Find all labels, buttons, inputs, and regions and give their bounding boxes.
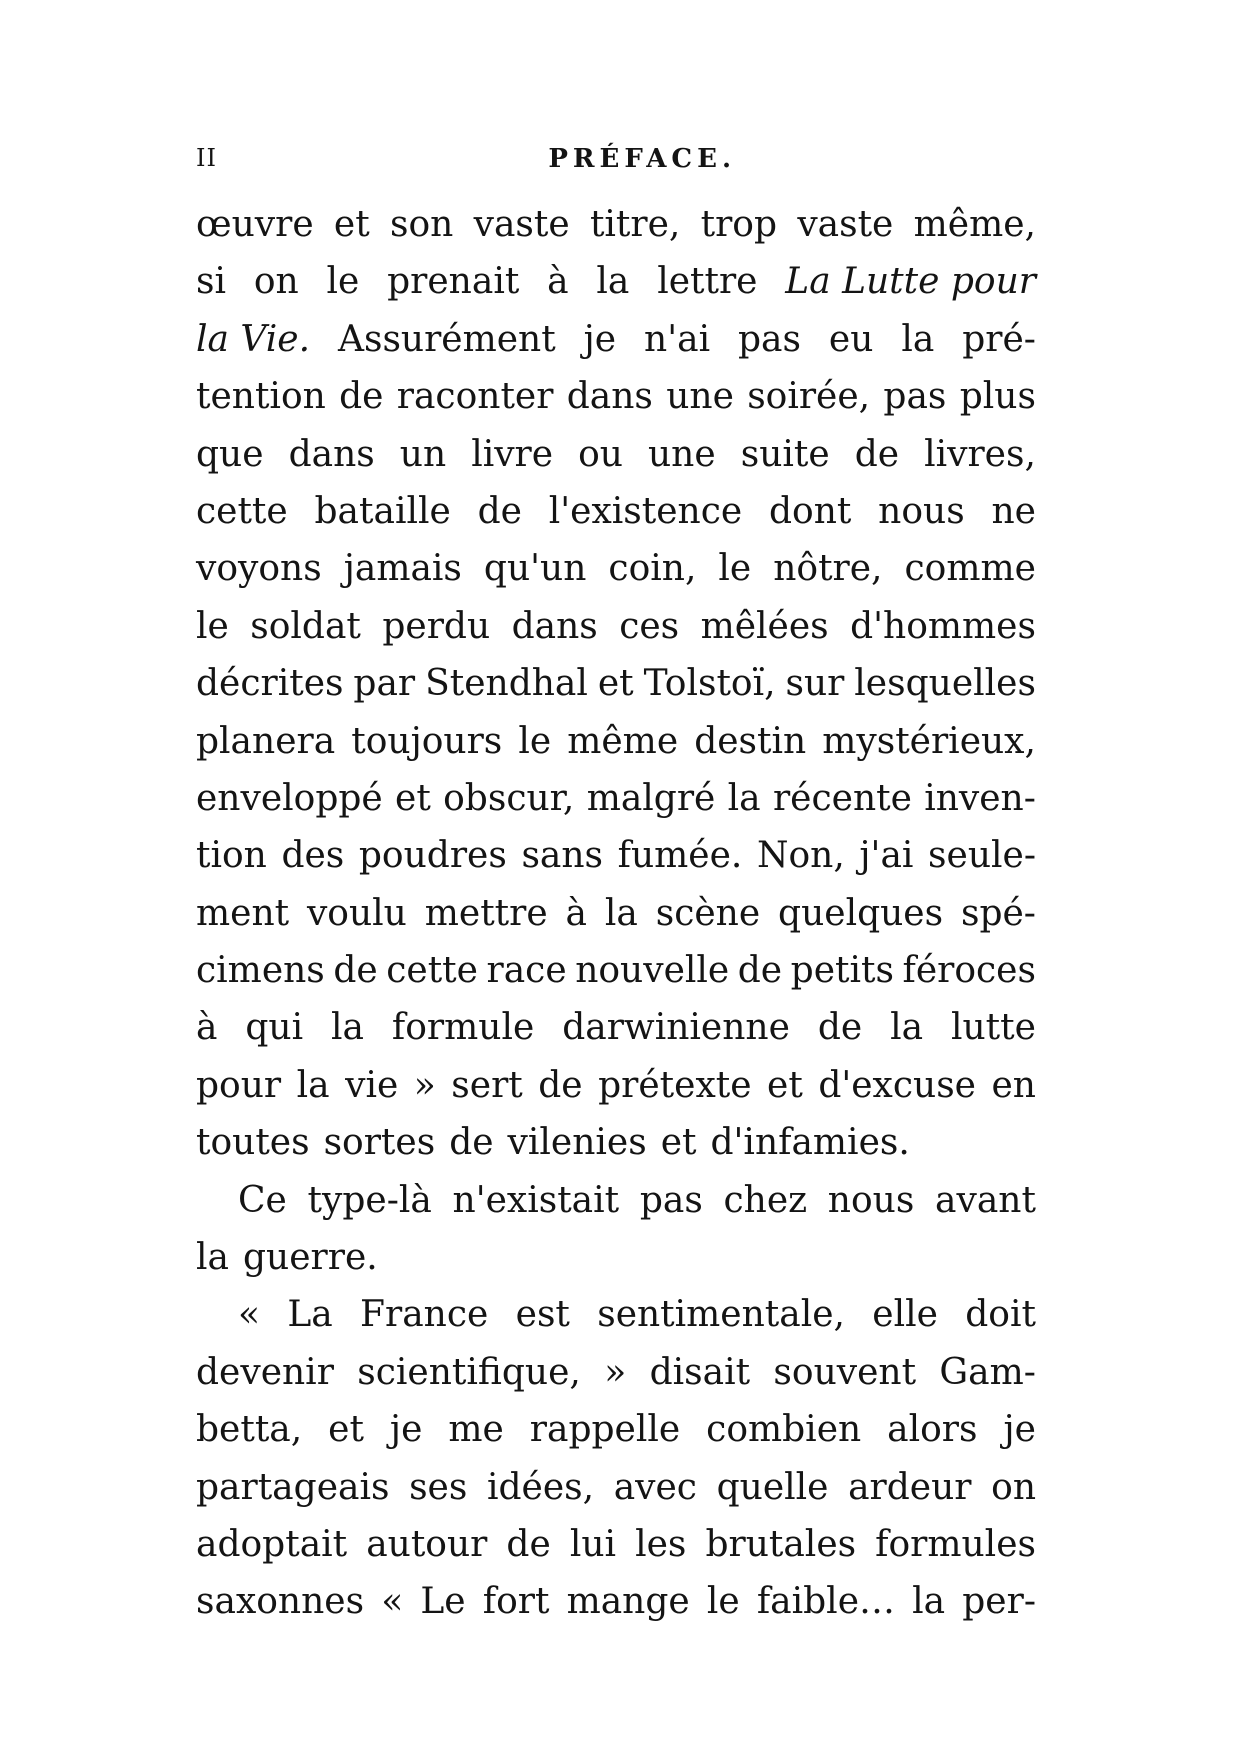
word: toujours xyxy=(351,720,503,762)
text-line xyxy=(196,426,1036,483)
word: La Lutte pour xyxy=(785,261,1036,303)
word: qu'un xyxy=(483,548,587,590)
word: de xyxy=(737,950,783,992)
text-line xyxy=(196,770,1036,827)
word: toutes xyxy=(196,1122,310,1164)
word: alors xyxy=(887,1409,978,1451)
word: coin, xyxy=(608,548,697,590)
word: de xyxy=(854,433,900,475)
word: partageais xyxy=(196,1466,390,1508)
word: me xyxy=(448,1409,504,1451)
word: soirée, xyxy=(747,376,871,418)
word: faible… xyxy=(756,1581,895,1623)
page-number: II xyxy=(196,144,217,172)
word: de xyxy=(538,1064,583,1106)
word: de xyxy=(477,490,522,532)
word: le xyxy=(706,1581,740,1623)
word: saxonnes xyxy=(196,1581,365,1623)
word: rappelle xyxy=(529,1409,681,1451)
word: quelques xyxy=(778,892,944,934)
word: » xyxy=(413,1064,436,1106)
text-line xyxy=(196,483,1036,540)
word: « xyxy=(238,1294,261,1336)
word: ces xyxy=(619,605,680,647)
word: même, xyxy=(913,204,1036,245)
word: pas xyxy=(738,318,801,360)
word: le xyxy=(196,605,229,647)
word: inven- xyxy=(924,777,1036,819)
word: betta, xyxy=(196,1409,303,1451)
word: les xyxy=(635,1523,687,1565)
word: petits xyxy=(790,950,894,992)
word: mange xyxy=(566,1581,690,1623)
word: Tolstoï, xyxy=(643,663,776,705)
word: d'hommes xyxy=(850,605,1036,647)
text-line xyxy=(196,368,1036,425)
word: la xyxy=(596,261,630,303)
word: décrites xyxy=(196,663,344,705)
text-line xyxy=(196,999,1036,1056)
word: mêlées xyxy=(700,605,829,647)
word: des xyxy=(281,835,345,877)
word: j'ai xyxy=(859,835,914,877)
word: Non, xyxy=(756,835,845,877)
word: trop xyxy=(700,204,778,245)
word: une xyxy=(648,433,716,475)
word: Le xyxy=(420,1581,466,1623)
text-line xyxy=(196,885,1036,942)
text-line xyxy=(196,1057,1036,1114)
word: une xyxy=(666,376,734,418)
word: lesquelles xyxy=(854,663,1036,705)
word: devenir xyxy=(196,1351,334,1393)
word: race xyxy=(486,950,567,992)
word: idées, xyxy=(486,1466,595,1508)
word: de xyxy=(817,1007,863,1049)
word: « xyxy=(381,1581,404,1623)
word: n'existait xyxy=(452,1179,620,1221)
word: pré- xyxy=(962,318,1036,360)
word: n'ai xyxy=(644,318,711,360)
word: dans xyxy=(511,605,598,647)
word: et xyxy=(328,1409,364,1451)
word: le xyxy=(326,261,360,303)
word: spé- xyxy=(960,892,1036,934)
text-line xyxy=(196,1114,1036,1171)
word: guerre. xyxy=(242,1237,378,1279)
word: comme xyxy=(904,548,1036,590)
word: je xyxy=(583,318,617,360)
word: fumée. xyxy=(617,835,743,877)
word: on xyxy=(253,261,299,303)
word: combien xyxy=(706,1409,862,1451)
word: l'existence xyxy=(548,490,743,532)
word: doit xyxy=(965,1294,1036,1336)
word: darwinienne xyxy=(562,1007,790,1049)
word: la xyxy=(912,1581,946,1623)
word: féroces xyxy=(902,950,1036,992)
word: nous xyxy=(878,490,965,532)
word: de xyxy=(333,950,378,992)
text-line xyxy=(196,655,1036,712)
word: bataille xyxy=(314,490,451,532)
word: dans xyxy=(566,376,653,418)
word: avec xyxy=(613,1466,697,1508)
word: prenait xyxy=(387,261,520,303)
word: et xyxy=(767,1064,803,1106)
word: poudres xyxy=(358,835,507,877)
word: prétexte xyxy=(598,1064,752,1106)
word: récente xyxy=(772,777,912,819)
text-line xyxy=(196,1286,1036,1343)
text-line xyxy=(196,1401,1036,1458)
word: de xyxy=(449,1122,494,1164)
word: cimens xyxy=(196,950,325,992)
word: malgré xyxy=(586,777,716,819)
word: la xyxy=(331,1007,365,1049)
text-line xyxy=(196,1516,1036,1573)
word: et xyxy=(395,777,431,819)
word: vilenies xyxy=(507,1122,647,1164)
word: obscur, xyxy=(443,777,575,819)
word: à xyxy=(547,261,569,303)
word: de xyxy=(506,1523,551,1565)
word: livres, xyxy=(924,433,1036,475)
word: ses xyxy=(409,1466,468,1508)
word: formule xyxy=(391,1007,535,1049)
word: vaste xyxy=(797,204,894,245)
word: et xyxy=(333,204,370,245)
word: la xyxy=(196,1237,229,1279)
word: sortes xyxy=(323,1122,436,1164)
word: livre xyxy=(471,433,554,475)
word: mettre xyxy=(424,892,548,934)
text-line xyxy=(196,598,1036,655)
word: la xyxy=(296,1064,330,1106)
word: en xyxy=(991,1064,1036,1106)
text-line xyxy=(196,942,1036,999)
word: type-là xyxy=(307,1179,432,1221)
word: ou xyxy=(578,433,623,475)
word: si xyxy=(196,261,226,303)
running-title: PRÉFACE. xyxy=(548,144,736,174)
text-line xyxy=(196,1573,1036,1630)
text-line xyxy=(196,540,1036,597)
word: scène xyxy=(655,892,761,934)
word: tention xyxy=(196,376,326,418)
word: par xyxy=(353,663,416,705)
page-header xyxy=(196,144,1036,184)
word: vaste xyxy=(473,204,570,245)
word: perdu xyxy=(382,605,491,647)
word: voulu xyxy=(306,892,407,934)
word: un xyxy=(399,433,447,475)
word: per- xyxy=(962,1581,1036,1623)
word: Assurément xyxy=(337,318,556,360)
word: dont xyxy=(769,490,852,532)
word: titre, xyxy=(589,204,681,245)
word: chez xyxy=(723,1179,808,1221)
word: scientifique, xyxy=(357,1351,581,1393)
word: eu xyxy=(828,318,874,360)
word: nouvelle xyxy=(575,950,730,992)
word: ne xyxy=(991,490,1036,532)
word: souvent xyxy=(773,1351,917,1393)
text-line xyxy=(196,827,1036,884)
word: le xyxy=(518,720,552,762)
word: je xyxy=(1003,1409,1036,1451)
word: et xyxy=(660,1122,697,1164)
word: disait xyxy=(649,1351,751,1393)
word: seule- xyxy=(928,835,1036,877)
word: enveloppé xyxy=(196,777,383,819)
word: on xyxy=(991,1466,1036,1508)
word: Stendhal xyxy=(425,663,588,705)
word: la xyxy=(901,318,935,360)
word: d'excuse xyxy=(818,1064,976,1106)
text-line xyxy=(196,1229,1036,1286)
word: de xyxy=(339,376,384,418)
word: sur xyxy=(785,663,845,705)
word: ardeur xyxy=(848,1466,972,1508)
word: voyons xyxy=(196,548,322,590)
word: cette xyxy=(386,950,478,992)
body-text xyxy=(196,196,1036,1631)
word: ment xyxy=(196,892,290,934)
word: » xyxy=(604,1351,627,1393)
word: sentimentale, xyxy=(597,1294,845,1336)
word: son xyxy=(389,204,454,245)
word: La xyxy=(287,1294,333,1336)
word: raconter xyxy=(396,376,554,418)
word: sans xyxy=(521,835,604,877)
word: cette xyxy=(196,490,288,532)
word: le xyxy=(718,548,752,590)
word: sert xyxy=(451,1064,523,1106)
text-line xyxy=(196,1172,1036,1229)
word: France xyxy=(360,1294,489,1336)
word: pas xyxy=(639,1179,703,1221)
word: d'infamies. xyxy=(710,1122,910,1164)
word: à xyxy=(196,1007,218,1049)
text-line xyxy=(196,311,1036,368)
word: avant xyxy=(935,1179,1036,1221)
word: destin xyxy=(694,720,807,762)
word: nôtre, xyxy=(773,548,883,590)
word: vie xyxy=(345,1064,399,1106)
word: pas xyxy=(883,376,947,418)
text-line xyxy=(196,1459,1036,1516)
word: je xyxy=(389,1409,423,1451)
word: formules xyxy=(875,1523,1036,1565)
word: lutte xyxy=(950,1007,1036,1049)
text-line xyxy=(196,196,1036,253)
word: tion xyxy=(196,835,267,877)
word: la xyxy=(604,892,638,934)
word: est xyxy=(515,1294,570,1336)
word: que xyxy=(196,433,264,475)
word: nous xyxy=(827,1179,915,1221)
word: la Vie. xyxy=(196,318,311,360)
word: jamais xyxy=(343,548,462,590)
word: quelle xyxy=(716,1466,829,1508)
word: pour xyxy=(196,1064,282,1106)
word: à xyxy=(565,892,587,934)
word: la xyxy=(890,1007,924,1049)
word: lui xyxy=(569,1523,617,1565)
word: planera xyxy=(196,720,336,762)
text-line xyxy=(196,713,1036,770)
word: qui xyxy=(245,1007,304,1049)
word: même xyxy=(567,720,679,762)
word: adoptait xyxy=(196,1523,348,1565)
word: lettre xyxy=(657,261,758,303)
word: plus xyxy=(959,376,1036,418)
word: la xyxy=(727,777,761,819)
word: Gam- xyxy=(939,1351,1036,1393)
word: mystérieux, xyxy=(822,720,1036,762)
word: brutales xyxy=(705,1523,857,1565)
word: et xyxy=(597,663,634,705)
word: autour xyxy=(366,1523,488,1565)
word: Ce xyxy=(238,1179,287,1221)
word: suite xyxy=(740,433,830,475)
word: dans xyxy=(288,433,375,475)
word: elle xyxy=(872,1294,938,1336)
word: fort xyxy=(482,1581,550,1623)
word: soldat xyxy=(250,605,361,647)
word: œuvre xyxy=(196,204,314,245)
text-line xyxy=(196,1344,1036,1401)
text-line xyxy=(196,253,1036,310)
